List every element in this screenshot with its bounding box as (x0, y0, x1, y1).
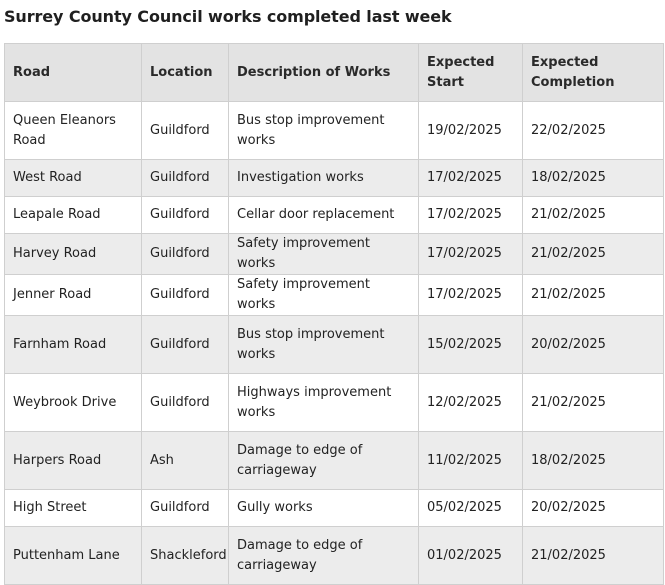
cell-description: Bus stop improvement works (229, 316, 419, 374)
cell-start: 17/02/2025 (419, 234, 523, 275)
cell-description: Damage to edge of carriageway (229, 527, 419, 585)
table-row (5, 275, 664, 316)
cell-road: Queen Eleanors Road (5, 102, 142, 160)
cell-road: Harpers Road (5, 432, 142, 490)
cell-start: 19/02/2025 (419, 102, 523, 160)
table-row (5, 160, 664, 197)
cell-start: 11/02/2025 (419, 432, 523, 490)
cell-start: 05/02/2025 (419, 490, 523, 527)
cell-completion: 18/02/2025 (523, 160, 664, 197)
cell-start: 17/02/2025 (419, 197, 523, 234)
table-row (5, 102, 664, 160)
table-row (5, 197, 664, 234)
cell-completion: 22/02/2025 (523, 102, 664, 160)
header-road: Road (5, 44, 142, 102)
cell-start: 12/02/2025 (419, 374, 523, 432)
table-row (5, 316, 664, 374)
cell-start: 17/02/2025 (419, 160, 523, 197)
cell-description: Safety improvement works (229, 275, 419, 316)
table-row (5, 432, 664, 490)
cell-completion: 21/02/2025 (523, 527, 664, 585)
cell-description: Cellar door replacement (229, 197, 419, 234)
page-title: Surrey County Council works completed last week (4, 7, 452, 26)
cell-description: Safety improvement works (229, 234, 419, 275)
cell-road: West Road (5, 160, 142, 197)
cell-completion: 21/02/2025 (523, 197, 664, 234)
cell-road: Farnham Road (5, 316, 142, 374)
cell-road: Jenner Road (5, 275, 142, 316)
cell-road: Puttenham Lane (5, 527, 142, 585)
cell-road: High Street (5, 490, 142, 527)
cell-description: Bus stop improvement works (229, 102, 419, 160)
cell-start: 17/02/2025 (419, 275, 523, 316)
cell-description: Damage to edge of carriageway (229, 432, 419, 490)
works-table (4, 43, 664, 585)
header-location: Location (142, 44, 229, 102)
cell-completion: 20/02/2025 (523, 490, 664, 527)
cell-start: 01/02/2025 (419, 527, 523, 585)
cell-road: Weybrook Drive (5, 374, 142, 432)
cell-description: Highways improvement works (229, 374, 419, 432)
header-expected-start: Expected Start (419, 44, 523, 102)
cell-location: Ash (142, 432, 229, 490)
cell-location: Guildford (142, 197, 229, 234)
cell-completion: 21/02/2025 (523, 374, 664, 432)
cell-completion: 20/02/2025 (523, 316, 664, 374)
cell-description: Gully works (229, 490, 419, 527)
cell-road: Harvey Road (5, 234, 142, 275)
cell-description: Investigation works (229, 160, 419, 197)
cell-location: Guildford (142, 490, 229, 527)
table-row (5, 374, 664, 432)
cell-location: Guildford (142, 234, 229, 275)
table-row (5, 490, 664, 527)
cell-location: Shackleford (142, 527, 229, 585)
header-row (5, 44, 664, 102)
cell-location: Guildford (142, 160, 229, 197)
cell-location: Guildford (142, 316, 229, 374)
cell-completion: 21/02/2025 (523, 275, 664, 316)
cell-location: Guildford (142, 102, 229, 160)
table-row (5, 234, 664, 275)
table-row (5, 527, 664, 585)
cell-location: Guildford (142, 374, 229, 432)
cell-completion: 18/02/2025 (523, 432, 664, 490)
cell-location: Guildford (142, 275, 229, 316)
cell-road: Leapale Road (5, 197, 142, 234)
cell-completion: 21/02/2025 (523, 234, 664, 275)
header-expected-completion: Expected Completion (523, 44, 664, 102)
cell-start: 15/02/2025 (419, 316, 523, 374)
header-description: Description of Works (229, 44, 419, 102)
